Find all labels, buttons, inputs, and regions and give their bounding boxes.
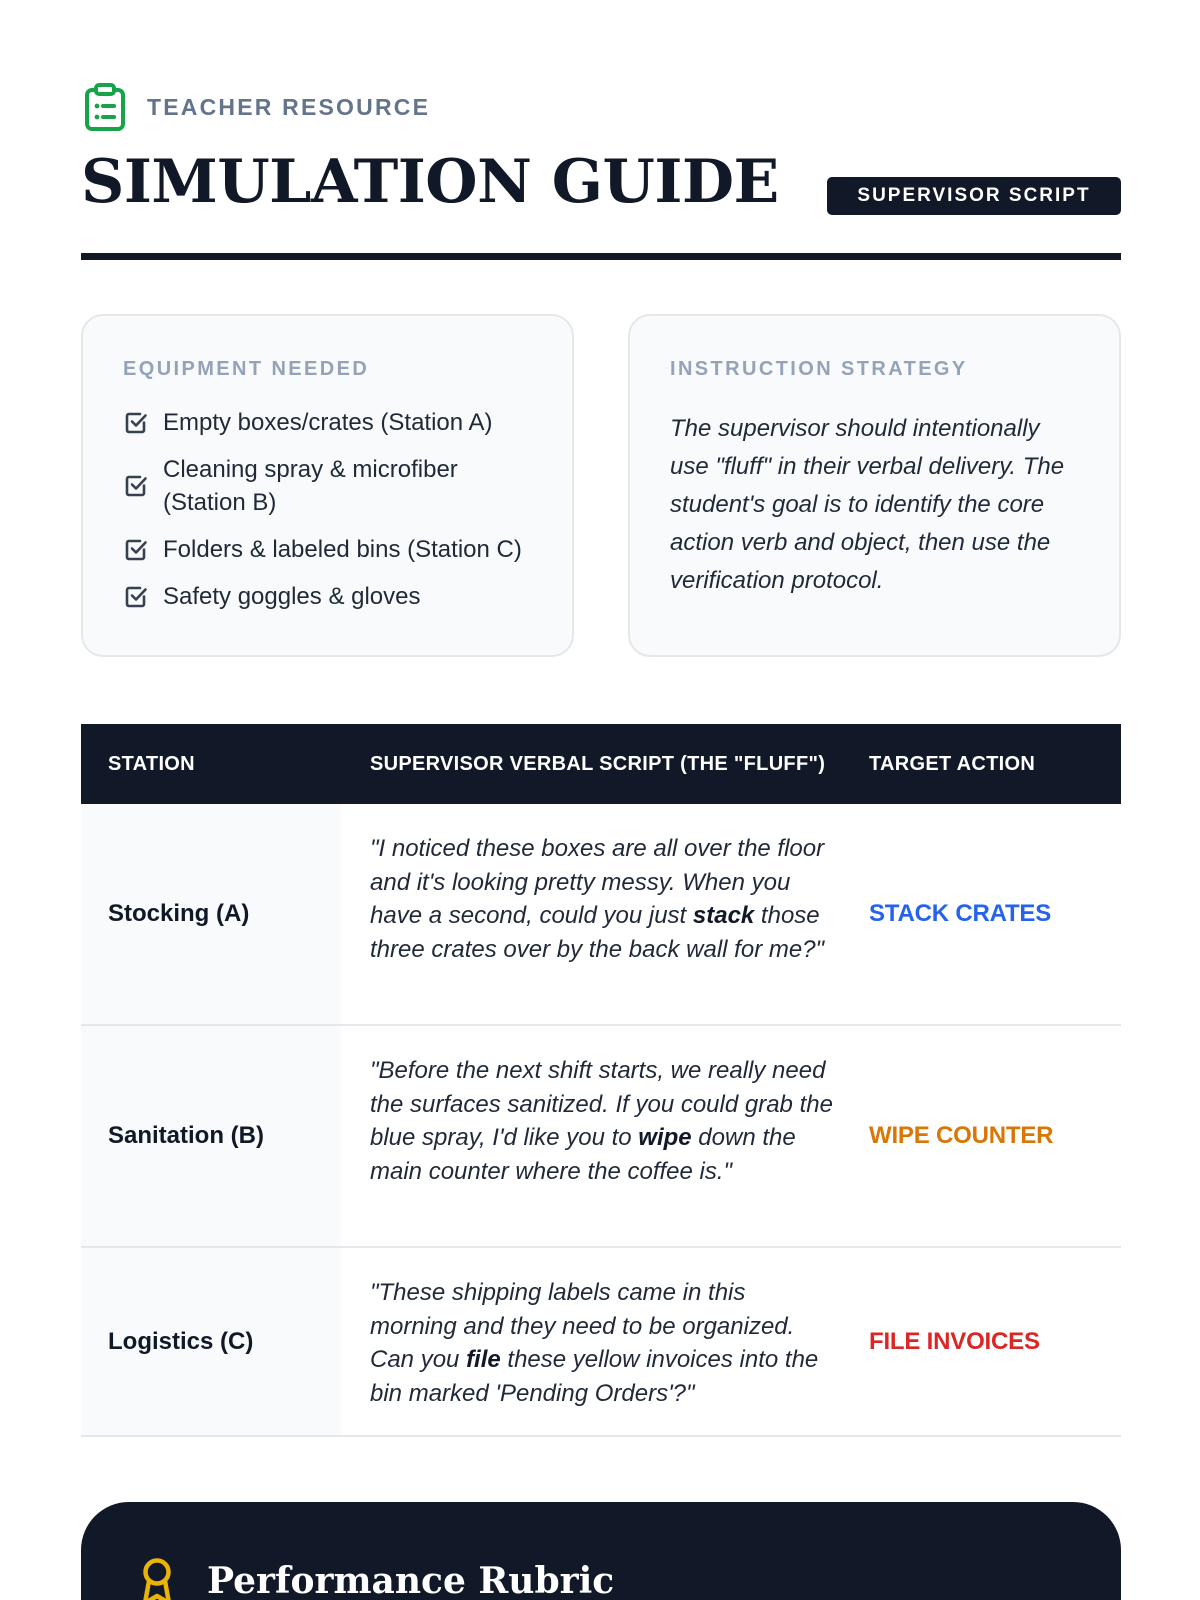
equipment-item-label: Safety goggles & gloves bbox=[163, 583, 421, 610]
table-row bbox=[81, 1026, 1121, 1248]
equipment-card bbox=[81, 314, 574, 657]
table-header bbox=[81, 724, 1121, 804]
script-cell bbox=[341, 804, 864, 1024]
script-text: down the main counter where the coffee is." bbox=[370, 1124, 796, 1185]
station-cell: Sanitation (B) bbox=[81, 1026, 341, 1246]
script-action-verb: stack bbox=[692, 902, 755, 929]
supervisor-script-badge: SUPERVISOR SCRIPT bbox=[827, 177, 1121, 215]
equipment-item bbox=[123, 533, 543, 566]
supervisor-script-table bbox=[81, 724, 1121, 1437]
station-cell: Stocking (A) bbox=[81, 804, 341, 1024]
equipment-list bbox=[123, 406, 543, 627]
table-row bbox=[81, 1248, 1121, 1437]
target-action-cell: WIPE COUNTER bbox=[869, 1122, 1054, 1149]
checkbox-checked-icon bbox=[123, 473, 149, 499]
column-header-station: STATION bbox=[108, 752, 195, 775]
equipment-card-title: EQUIPMENT NEEDED bbox=[123, 358, 370, 380]
script-text: those three crates over by the back wall for me?" bbox=[370, 902, 825, 963]
equipment-item-label: Folders & labeled bins (Station C) bbox=[163, 536, 522, 563]
performance-rubric-panel bbox=[81, 1502, 1121, 1600]
column-header-target-action: TARGET ACTION bbox=[869, 752, 1036, 775]
column-header-script: SUPERVISOR VERBAL SCRIPT (THE "FLUFF") bbox=[370, 752, 826, 775]
script-text: "These shipping labels came in this morning and they need to be organized. Can you bbox=[370, 1279, 795, 1373]
script-action-verb: file bbox=[466, 1346, 501, 1373]
table-row bbox=[81, 804, 1121, 1026]
target-action-cell: STACK CRATES bbox=[869, 900, 1052, 927]
script-cell bbox=[341, 1026, 864, 1246]
strategy-text: The supervisor should intentionally use "fluff" in their verbal delivery. The student's goal is to identify the core action verb and object, then use the verification protocol. bbox=[670, 415, 1065, 594]
checkbox-checked-icon bbox=[123, 584, 149, 610]
equipment-item-label: Empty boxes/crates (Station A) bbox=[163, 409, 493, 436]
script-action-verb: wipe bbox=[638, 1124, 692, 1151]
checkbox-checked-icon bbox=[123, 537, 149, 563]
header-divider bbox=[81, 253, 1121, 260]
script-text: these yellow invoices into the bin marked 'Pending Orders'?" bbox=[370, 1346, 819, 1407]
eyebrow bbox=[81, 82, 430, 132]
equipment-item bbox=[123, 453, 543, 519]
simulation-guide-page bbox=[81, 0, 1121, 1600]
script-cell bbox=[341, 1248, 864, 1435]
equipment-item-label: Cleaning spray & microfiber (Station B) bbox=[163, 456, 458, 516]
target-action-cell: FILE INVOICES bbox=[869, 1327, 1040, 1355]
strategy-card-title: INSTRUCTION STRATEGY bbox=[670, 358, 968, 380]
checkbox-checked-icon bbox=[123, 410, 149, 436]
equipment-item bbox=[123, 580, 543, 613]
page-title: SIMULATION GUIDE bbox=[81, 147, 779, 217]
equipment-item bbox=[123, 406, 543, 439]
award-icon bbox=[139, 1557, 175, 1600]
instruction-strategy-card bbox=[628, 314, 1121, 657]
script-text: "Before the next shift starts, we really need the surfaces sanitized. If you could grab the blue spray, I'd like you to bbox=[370, 1057, 833, 1151]
station-cell: Logistics (C) bbox=[81, 1248, 341, 1435]
clipboard-list-icon bbox=[81, 82, 129, 132]
eyebrow-label: TEACHER RESOURCE bbox=[147, 93, 431, 120]
script-text: "I noticed these boxes are all over the floor and it's looking pretty messy. When you have a second, could you just bbox=[370, 835, 825, 929]
rubric-title: Performance Rubric bbox=[207, 1560, 615, 1600]
